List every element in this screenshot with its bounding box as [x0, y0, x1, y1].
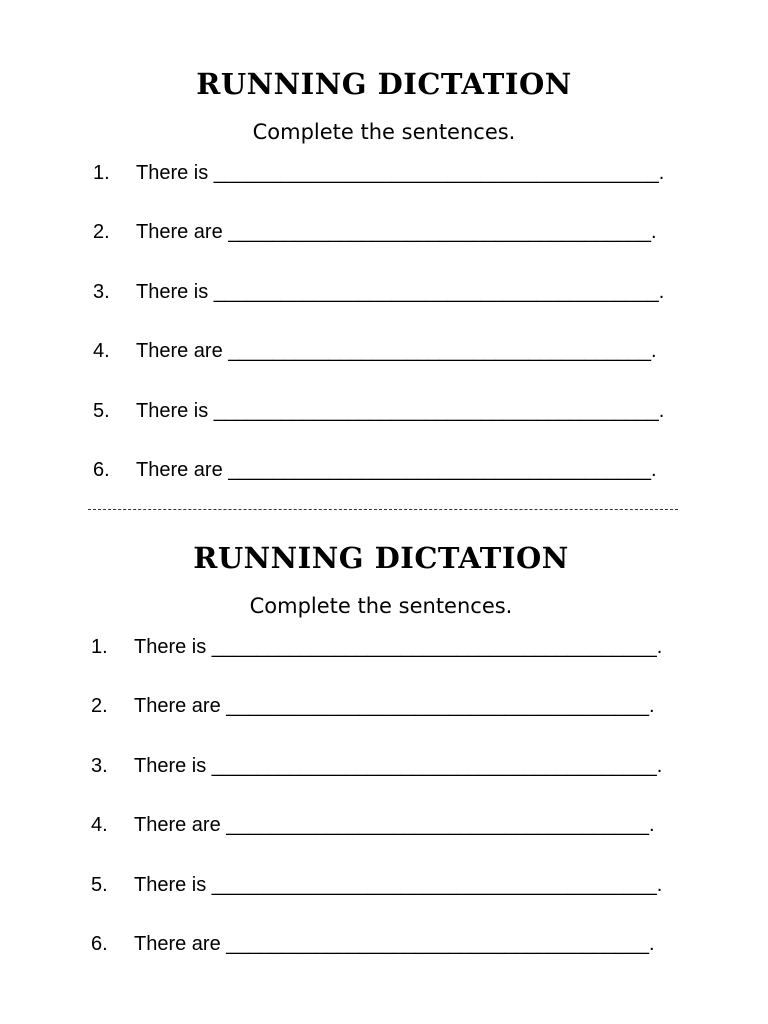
item-number: 5.	[93, 400, 110, 422]
sentence-text: There are ______________________________________.	[134, 695, 655, 717]
item-number: 5.	[91, 874, 108, 896]
sentence-text: There are ______________________________________.	[136, 340, 657, 362]
sentence-text: There are ______________________________________.	[136, 459, 657, 481]
item-number: 1.	[93, 162, 110, 184]
item-number: 4.	[91, 814, 108, 836]
sentence-text: There is ________________________________________.	[136, 162, 665, 184]
sentence-text: There are ______________________________________.	[134, 933, 655, 955]
item-number: 3.	[91, 755, 108, 777]
sentence-text: There are ______________________________________.	[136, 221, 657, 243]
worksheet-title: RUNNING DICTATION	[193, 541, 569, 575]
sentence-text: There is ________________________________________.	[136, 281, 665, 303]
sentence-text: There are ______________________________________.	[134, 814, 655, 836]
sentence-text: There is ________________________________________.	[134, 636, 663, 658]
item-number: 2.	[91, 695, 108, 717]
item-number: 4.	[93, 340, 110, 362]
worksheet-title: RUNNING DICTATION	[196, 67, 572, 101]
item-number: 3.	[93, 281, 110, 303]
worksheet-instructions: Complete the sentences.	[249, 594, 513, 618]
item-number: 2.	[93, 221, 110, 243]
worksheet-instructions: Complete the sentences.	[252, 120, 516, 144]
item-number: 6.	[91, 933, 108, 955]
item-number: 6.	[93, 459, 110, 481]
item-number: 1.	[91, 636, 108, 658]
cut-line-divider	[88, 509, 678, 510]
sentence-text: There is ________________________________________.	[136, 400, 665, 422]
sentence-text: There is ________________________________________.	[134, 755, 663, 777]
sentence-text: There is ________________________________________.	[134, 874, 663, 896]
